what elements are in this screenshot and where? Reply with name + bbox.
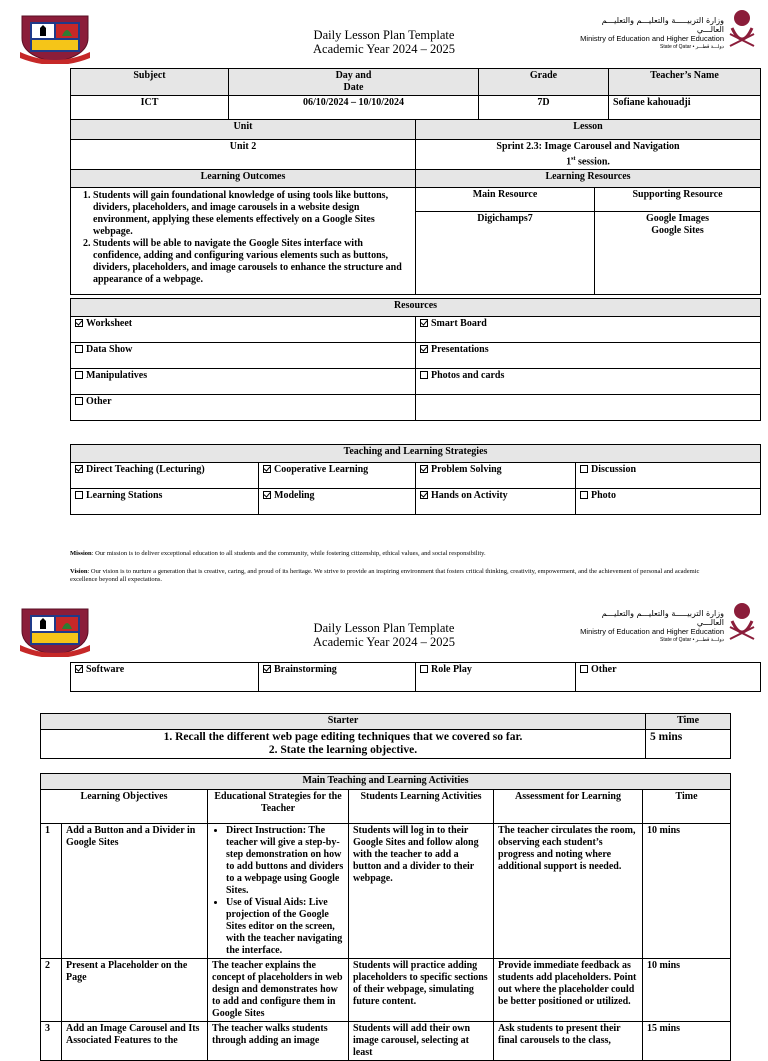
col-students-activities: Students Learning Activities bbox=[349, 790, 494, 824]
resources-header: Resources bbox=[71, 299, 761, 317]
strategies-table-continued bbox=[70, 662, 761, 692]
strategy-modeling[interactable]: Modeling bbox=[259, 489, 416, 515]
checkbox-checked-icon[interactable] bbox=[420, 319, 428, 327]
checkbox-empty-icon[interactable] bbox=[420, 665, 428, 673]
info-table bbox=[70, 68, 761, 120]
resource-other[interactable]: Other bbox=[71, 395, 416, 421]
checkbox-checked-icon[interactable] bbox=[75, 319, 83, 327]
strategy-bullet: • Direct Instruction: The teacher will give a step-by-step demonstration on how to add buttons and dividers to a webpage using Google Sites. bbox=[226, 825, 344, 897]
row-number: 1 bbox=[41, 824, 62, 959]
row-strategy: The teacher walks students through adding an image bbox=[208, 1022, 349, 1061]
outcome-item: 2. Students will be able to navigate the Google Sites interface with confidence, adding and configuring various elements such as buttons, dividers, placeholders, and image carousels to enhance the structure and appearance of a webpage. bbox=[93, 238, 409, 286]
resource-manipulatives[interactable]: Manipulatives bbox=[71, 369, 416, 395]
resource-data-show[interactable]: Data Show bbox=[71, 343, 416, 369]
moe-arabic-text: وزارة التربيـــــة والتعليـــم والتعليـــم العالـــي bbox=[601, 16, 724, 34]
checkbox-empty-icon[interactable] bbox=[580, 665, 588, 673]
resource-empty-cell bbox=[416, 395, 761, 421]
row-time: 10 mins bbox=[643, 824, 731, 959]
resource-worksheet[interactable]: Worksheet bbox=[71, 317, 416, 343]
table-row bbox=[41, 824, 731, 959]
strategy-hands-on[interactable]: Hands on Activity bbox=[416, 489, 576, 515]
strategy-software[interactable]: Software bbox=[71, 663, 259, 692]
resource-presentations[interactable]: Presentations bbox=[416, 343, 761, 369]
col-assessment: Assessment for Learning bbox=[494, 790, 643, 824]
strategy-photo[interactable]: Photo bbox=[576, 489, 761, 515]
row-assessment: The teacher circulates the room, observing each student’s progress and noting where additional support is needed. bbox=[494, 824, 643, 959]
starter-time: 5 mins bbox=[646, 730, 731, 759]
checkbox-empty-icon[interactable] bbox=[75, 371, 83, 379]
page2-title: Daily Lesson Plan Template Academic Year 2024 – 2025 bbox=[313, 621, 455, 649]
vision-text: Vision: Our vision is to nurture a generation that is creative, caring, and proud of its heritage. We strive to provide an inspiring environment that fosters critical thinking, creativity, empowerment, and the achievement of personal and academic excellence beyond all expectations. bbox=[70, 568, 700, 583]
subject-value: ICT bbox=[71, 96, 229, 120]
checkbox-checked-icon[interactable] bbox=[263, 465, 271, 473]
row-objective: Add a Button and a Divider in Google Sites bbox=[62, 824, 208, 959]
moe-arabic-text: وزارة التربيـــــة والتعليـــم والتعليـــم العالـــي bbox=[601, 609, 724, 627]
strategy-role-play[interactable]: Role Play bbox=[416, 663, 576, 692]
row-assessment: Ask students to present their final carousels to the class, bbox=[494, 1022, 643, 1061]
col-learning-objectives: Learning Objectives bbox=[41, 790, 208, 824]
lesson-header: Lesson bbox=[416, 120, 761, 140]
lesson-value: Sprint 2.3: Image Carousel and Navigation 1st session. bbox=[416, 140, 761, 170]
strategy-brainstorming[interactable]: Brainstorming bbox=[259, 663, 416, 692]
moe-state-text: State of Qatar • دولـــة قطـــر bbox=[660, 44, 724, 50]
row-students: Students will log in to their Google Sites and follow along with the teacher to add a button and a divider to their webpage. bbox=[349, 824, 494, 959]
school-logo bbox=[18, 12, 92, 64]
row-students: Students will practice adding placeholders to specific sections of their webpage, simulating future content. bbox=[349, 959, 494, 1022]
checkbox-checked-icon[interactable] bbox=[75, 465, 83, 473]
strategy-cooperative[interactable]: Cooperative Learning bbox=[259, 463, 416, 489]
ministry-logo bbox=[578, 6, 758, 54]
mission-text: Mission: Our mission is to deliver exceptional education to all students and the community, while fostering citizenship, ethical values, and social responsibility. bbox=[70, 550, 486, 557]
checkbox-empty-icon[interactable] bbox=[75, 397, 83, 405]
supporting-resource-value: Google Images Google Sites bbox=[595, 212, 761, 295]
strategies-table bbox=[70, 444, 761, 515]
table-row bbox=[41, 1022, 731, 1061]
moe-english-text: Ministry of Education and Higher Education bbox=[580, 627, 724, 636]
strategies-header: Teaching and Learning Strategies bbox=[71, 445, 761, 463]
strategy-other[interactable]: Other bbox=[576, 663, 761, 692]
strategy-bullet: • Use of Visual Aids: Live projection of the Google Sites editor on the screen, with the teacher navigating the interface. bbox=[226, 897, 344, 957]
starter-time-header: Time bbox=[646, 714, 731, 730]
checkbox-empty-icon[interactable] bbox=[75, 491, 83, 499]
row-assessment: Provide immediate feedback as students add placeholders. Point out where the placeholder could be better positioned or utilized. bbox=[494, 959, 643, 1022]
page1-title: Daily Lesson Plan Template Academic Year 2024 – 2025 bbox=[313, 28, 455, 56]
col-time: Time bbox=[643, 790, 731, 824]
table-row bbox=[41, 959, 731, 1022]
unit-header: Unit bbox=[71, 120, 416, 140]
main-resource-header: Main Resource bbox=[416, 188, 595, 212]
strategy-problem-solving[interactable]: Problem Solving bbox=[416, 463, 576, 489]
resource-photos-cards[interactable]: Photos and cards bbox=[416, 369, 761, 395]
row-strategy: The teacher explains the concept of placeholders in web design and demonstrates how to add and configure them in Google Sites bbox=[208, 959, 349, 1022]
starter-content: 1. Recall the different web page editing techniques that we covered so far. 2. State the learning objective. bbox=[41, 730, 646, 759]
checkbox-checked-icon[interactable] bbox=[263, 491, 271, 499]
starter-header: Starter bbox=[41, 714, 646, 730]
date-value: 06/10/2024 – 10/10/2024 bbox=[229, 96, 479, 120]
col-educational-strategies: Educational Strategies for the Teacher bbox=[208, 790, 349, 824]
checkbox-checked-icon[interactable] bbox=[420, 491, 428, 499]
checkbox-empty-icon[interactable] bbox=[580, 465, 588, 473]
moe-state-text: State of Qatar • دولـــة قطـــر bbox=[660, 637, 724, 643]
checkbox-checked-icon[interactable] bbox=[75, 665, 83, 673]
teacher-value: Sofiane kahouadji bbox=[609, 96, 761, 120]
row-number: 3 bbox=[41, 1022, 62, 1061]
resources-table bbox=[70, 298, 761, 421]
checkbox-empty-icon[interactable] bbox=[580, 491, 588, 499]
outcomes-list bbox=[71, 188, 416, 295]
moe-english-text: Ministry of Education and Higher Education bbox=[580, 34, 724, 43]
day-date-header: Day and Date bbox=[229, 69, 479, 96]
main-resource-value: Digichamps7 bbox=[416, 212, 595, 295]
school-logo bbox=[18, 605, 92, 657]
row-time: 10 mins bbox=[643, 959, 731, 1022]
qatar-emblem-icon bbox=[726, 599, 758, 647]
outcomes-header: Learning Outcomes bbox=[71, 170, 416, 188]
ministry-logo bbox=[578, 599, 758, 647]
subject-header: Subject bbox=[71, 69, 229, 96]
grade-header: Grade bbox=[479, 69, 609, 96]
supporting-resource-header: Supporting Resource bbox=[595, 188, 761, 212]
main-activities-header: Main Teaching and Learning Activities bbox=[41, 774, 731, 790]
row-objective: Add an Image Carousel and Its Associated Features to the bbox=[62, 1022, 208, 1061]
strategy-discussion[interactable]: Discussion bbox=[576, 463, 761, 489]
checkbox-empty-icon[interactable] bbox=[420, 371, 428, 379]
grade-value: 7D bbox=[479, 96, 609, 120]
checkbox-checked-icon[interactable] bbox=[420, 465, 428, 473]
resource-smart-board[interactable]: Smart Board bbox=[416, 317, 761, 343]
unit-lesson-table bbox=[70, 119, 761, 295]
row-strategy bbox=[208, 824, 349, 959]
unit-value: Unit 2 bbox=[71, 140, 416, 170]
checkbox-empty-icon[interactable] bbox=[75, 345, 83, 353]
learning-resources-header: Learning Resources bbox=[416, 170, 761, 188]
row-objective: Present a Placeholder on the Page bbox=[62, 959, 208, 1022]
outcome-item: 1. Students will gain foundational knowledge of using tools like buttons, dividers, placeholders, and image carousels in a website design environment, applying these elements effectively on a Google Sites webpage. bbox=[93, 190, 409, 238]
row-students: Students will add their own image carousel, selecting at least bbox=[349, 1022, 494, 1061]
qatar-emblem-icon bbox=[726, 6, 758, 54]
strategy-direct-teaching[interactable]: Direct Teaching (Lecturing) bbox=[71, 463, 259, 489]
row-time: 15 mins bbox=[643, 1022, 731, 1061]
checkbox-checked-icon[interactable] bbox=[263, 665, 271, 673]
starter-table bbox=[40, 713, 731, 759]
checkbox-checked-icon[interactable] bbox=[420, 345, 428, 353]
row-number: 2 bbox=[41, 959, 62, 1022]
strategy-learning-stations[interactable]: Learning Stations bbox=[71, 489, 259, 515]
main-activities-table bbox=[40, 773, 731, 1061]
teacher-header: Teacher’s Name bbox=[609, 69, 761, 96]
